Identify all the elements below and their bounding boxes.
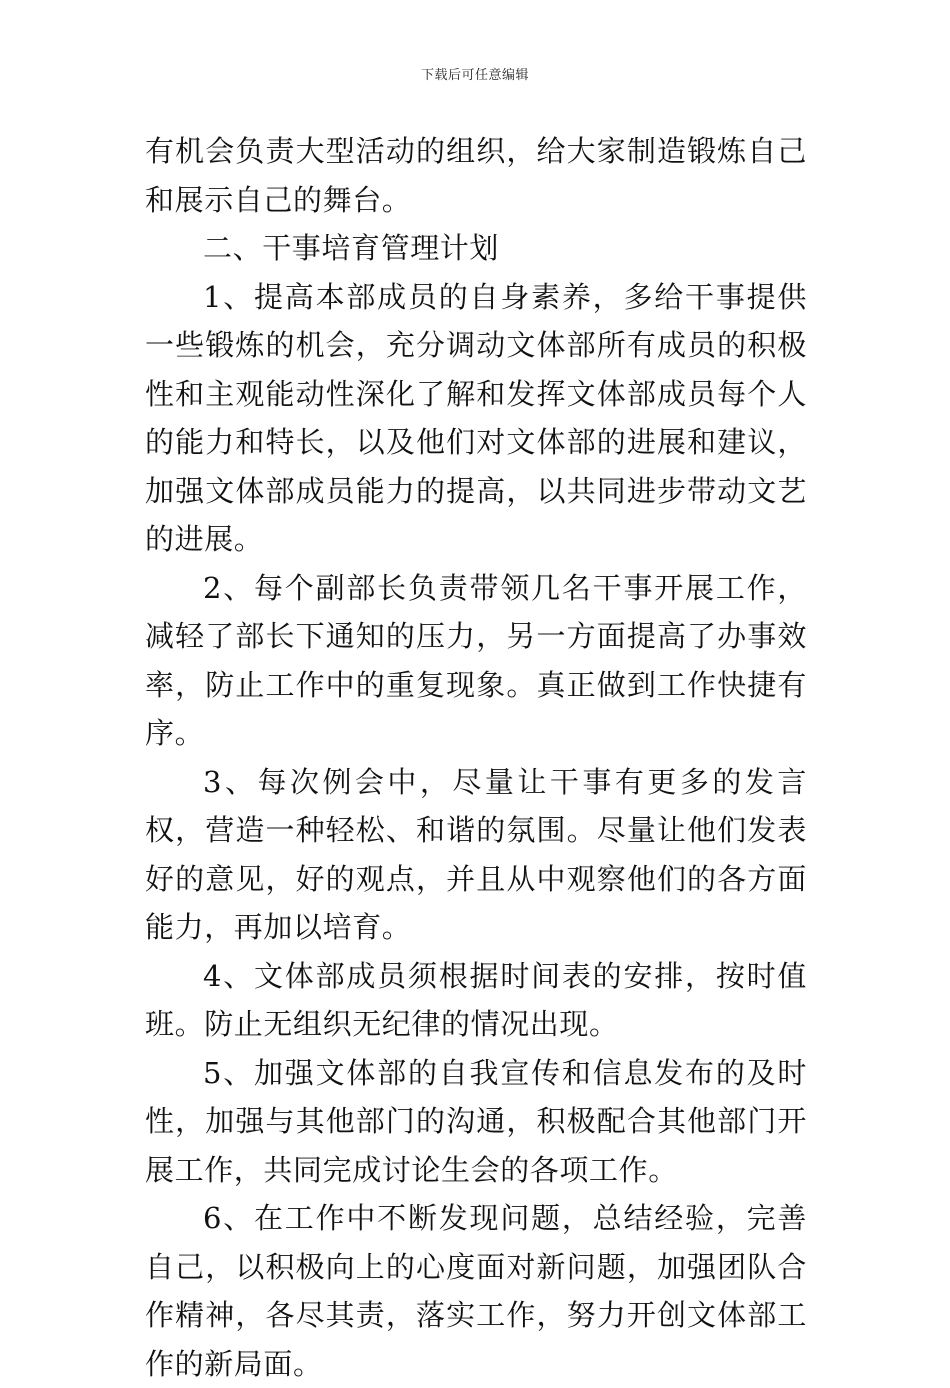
paragraph-item-4: 4、文体部成员须根据时间表的安排，按时值班。防止无组织无纪律的情况出现。 [145, 958, 807, 1041]
paragraph-item-1: 1、提高本部成员的自身素养，多给干事提供一些锻炼的机会，充分调动文体部所有成员的积极性和主观能动性深化了解和发挥文体部成员每个人的能力和特长，以及他们对文体部的进展和建议，加强文体部成员能力的提高，以共同进步带动文艺的进展。 [145, 279, 807, 556]
paragraph-item-6: 6、在工作中不断发现问题，总结经验，完善自己，以积极向上的心度面对新问题，加强团队合作精神，各尽其责，落实工作，努力开创文体部工作的新局面。 [145, 1201, 807, 1381]
paragraph-1: 有机会负责大型活动的组织，给大家制造锻炼自己和展示自己的舞台。 [145, 134, 807, 217]
section-heading-2: 二、干事培育管理计划 [203, 231, 500, 265]
paragraph-item-3: 3、每次例会中，尽量让干事有更多的发言权，营造一种轻松、和谐的氛围。尽量让他们发表好的意见，好的观点，并且从中观察他们的各方面能力，再加以培育。 [145, 764, 807, 944]
document-body [145, 127, 807, 1388]
paragraph-item-5: 5、加强文体部的自我宣传和信息发布的及时性，加强与其他部门的沟通，积极配合其他部门开展工作，共同完成讨论生会的各项工作。 [145, 1055, 807, 1187]
page-header: 下载后可任意编辑 [420, 68, 529, 83]
paragraph-item-2: 2、每个副部长负责带领几名干事开展工作，减轻了部长下通知的压力，另一方面提高了办事效率，防止工作中的重复现象。真正做到工作快捷有序。 [145, 570, 807, 750]
